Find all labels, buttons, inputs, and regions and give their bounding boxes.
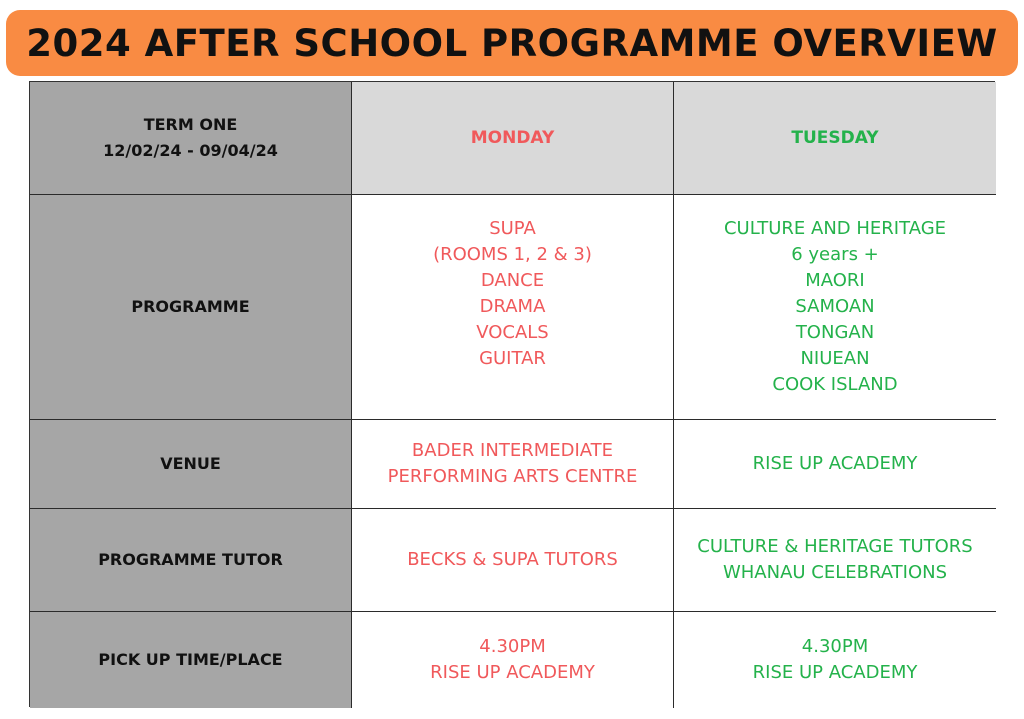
tutor-monday-cell xyxy=(352,509,674,612)
tuesday-header: TUESDAY xyxy=(791,128,879,148)
venue-tuesday-line: RISE UP ACADEMY xyxy=(752,453,918,474)
term-header-cell xyxy=(30,82,352,195)
venue-tuesday-cell xyxy=(674,420,996,509)
programme-monday-line: (ROOMS 1, 2 & 3) xyxy=(433,244,592,265)
programme-tuesday-cell xyxy=(674,195,996,420)
tuesday-header-cell xyxy=(674,82,996,195)
tutor-monday-line: BECKS & SUPA TUTORS xyxy=(407,549,618,570)
programme-monday-cell xyxy=(352,195,674,420)
pickup-tuesday-line: 4.30PM xyxy=(801,636,869,657)
pickup-label-cell xyxy=(30,612,352,708)
tutor-label-cell xyxy=(30,509,352,612)
programme-monday-line: DANCE xyxy=(480,270,545,291)
programme-table xyxy=(29,81,995,707)
programme-monday-line: VOCALS xyxy=(476,322,549,343)
programme-tuesday-line: 6 years + xyxy=(791,244,879,265)
pickup-monday-cell xyxy=(352,612,674,708)
programme-tuesday-line: SAMOAN xyxy=(795,296,875,317)
programme-monday-line: GUITAR xyxy=(479,348,546,369)
term-dates: 12/02/24 - 09/04/24 xyxy=(103,141,278,160)
programme-tuesday-line: NIUEAN xyxy=(800,348,870,369)
programme-monday-line: SUPA xyxy=(489,218,536,239)
pickup-tuesday-cell xyxy=(674,612,996,708)
programme-tuesday-line: CULTURE AND HERITAGE xyxy=(723,218,947,239)
pickup-monday-line: 4.30PM xyxy=(479,636,546,657)
tutor-tuesday-line: WHANAU CELEBRATIONS xyxy=(722,562,948,583)
tutor-tuesday-cell xyxy=(674,509,996,612)
venue-label: VENUE xyxy=(160,454,221,473)
programme-label: PROGRAMME xyxy=(131,297,250,316)
venue-monday-line: BADER INTERMEDIATE xyxy=(411,440,614,461)
monday-header-cell xyxy=(352,82,674,195)
tutor-label: PROGRAMME TUTOR xyxy=(98,550,283,569)
pickup-monday-line: RISE UP ACADEMY xyxy=(430,662,595,683)
venue-monday-cell xyxy=(352,420,674,509)
programme-label-cell xyxy=(30,195,352,420)
programme-tuesday-line: MAORI xyxy=(805,270,865,291)
venue-monday-line: PERFORMING ARTS CENTRE xyxy=(387,466,638,487)
programme-tuesday-line: COOK ISLAND xyxy=(772,374,898,395)
pickup-label: PICK UP TIME/PLACE xyxy=(98,650,283,669)
term-label: TERM ONE xyxy=(143,115,238,134)
monday-header: MONDAY xyxy=(470,128,555,148)
page-title: 2024 AFTER SCHOOL PROGRAMME OVERVIEW xyxy=(26,21,998,65)
title-banner xyxy=(6,10,1018,76)
programme-monday-line: DRAMA xyxy=(479,296,546,317)
programme-tuesday-line: TONGAN xyxy=(795,322,875,343)
pickup-tuesday-line: RISE UP ACADEMY xyxy=(752,662,918,683)
venue-label-cell xyxy=(30,420,352,509)
tutor-tuesday-line: CULTURE & HERITAGE TUTORS xyxy=(697,536,973,557)
